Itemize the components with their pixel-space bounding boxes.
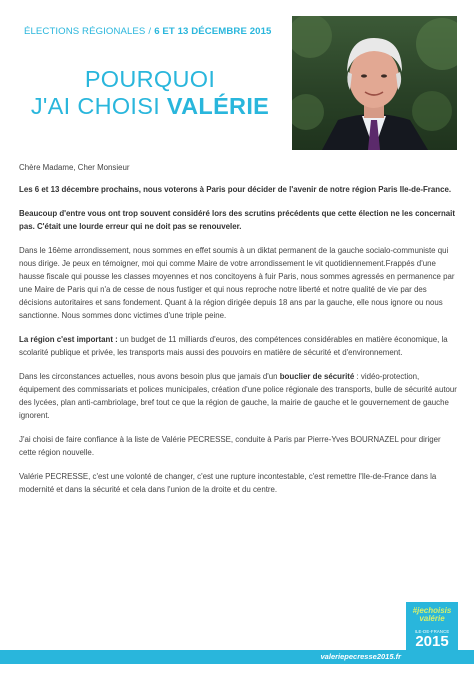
letter-body — [19, 161, 457, 507]
kicker-separator: / — [148, 26, 152, 37]
salutation: Chère Madame, Cher Monsieur — [19, 163, 130, 172]
campaign-website-link[interactable]: valeriepecresse2015.fr — [320, 652, 401, 661]
portrait-illustration — [292, 16, 457, 150]
paragraph-endorsement: J'ai choisi de faire confiance à la liste de Valérie PECRESSE, conduite à Paris par Pierre-Yves BOURNAZEL pour diriger cette région nouvelle. — [19, 435, 441, 457]
footer-bar — [0, 650, 474, 664]
paragraph-arrondissement: Dans le 16ème arrondissement, nous sommes en effet soumis à un diktat permanent de la gauche socialo-communiste qui nous dirige. Je peux en témoigner, moi qui comme Maire de votre arrondissement le vit quotidiennement.Frappés d'une hausse fiscale qui pousse les classes moyennes et nos concitoyens à fuir Paris, nous sommes agressés en permanence par une Maire de Paris qui n'a de cesse de nous fustiger et qui nous reproche notre liberté et notre qualité de vie par des décisions autoritaires et sans fondement. Quant à la région dirigée depuis 18 ans par la gauche, elle nous ignore ou nous sanctionne. Nous sommes donc victimes d'une triple peine. — [19, 246, 455, 320]
security-text-before: Dans les circonstances actuelles, nous avons besoin plus que jamais d'un — [19, 372, 280, 381]
badge-year: 2015 — [415, 633, 449, 650]
paragraph-security — [19, 370, 457, 422]
paragraph-conclusion: Valérie PECRESSE, c'est une volonté de changer, c'est une rupture incontestable, c'est remettre l'Ile-de-France dans la modernité et dans la sécurité et cela dans l'union de la droite et du centre. — [19, 472, 437, 494]
paragraph-intro: Les 6 et 13 décembre prochains, nous voterons à Paris pour décider de l'avenir de notre région Paris Ile-de-France. — [19, 185, 452, 194]
kicker-dates: 6 ET 13 DÉCEMBRE 2015 — [154, 26, 272, 37]
election-kicker — [24, 26, 271, 37]
security-shield-term: bouclier de sécurité — [279, 372, 355, 381]
paragraph-abstention: Beaucoup d'entre vous ont trop souvent considéré lors des scrutins précédents que cette élection ne les concernait pas. C'était une lourde erreur qui ne doit pas se renouveler. — [19, 209, 455, 231]
title-name: VALÉRIE — [166, 93, 270, 119]
portrait-photo — [292, 16, 457, 150]
campaign-logo-badge — [406, 602, 458, 650]
badge-hashtag: #jechoisis valérie — [412, 606, 452, 623]
kicker-prefix: ÉLECTIONS RÉGIONALES — [24, 26, 146, 37]
title-line-1: POURQUOI — [84, 66, 216, 92]
region-importance-heading: La région c'est important : — [19, 335, 118, 344]
paragraph-region-importance — [19, 333, 457, 359]
region-importance-text: un budget de 11 milliards d'euros, des compétences considérables en matière économique, la scolarité publique et privée, les transports mais aussi des pouvoirs en matière de sécurité et d'environnement. — [19, 335, 448, 357]
badge-region: ILE-DE-FRANCE — [414, 629, 450, 634]
security-text-after: : vidéo-protection, équipement des commissariats et polices municipales, création d'une police régionale des transports, bulle de sécurité autour des lycées, plan anti-cambriolage, bref tout ce que la région de gauche, la mairie de gauche et le gouvernement de gauche ignorent. — [19, 372, 457, 420]
title-line-2-prefix: J'AI CHOISI — [30, 93, 161, 119]
page-title — [14, 66, 286, 120]
title-line-2 — [14, 93, 286, 120]
